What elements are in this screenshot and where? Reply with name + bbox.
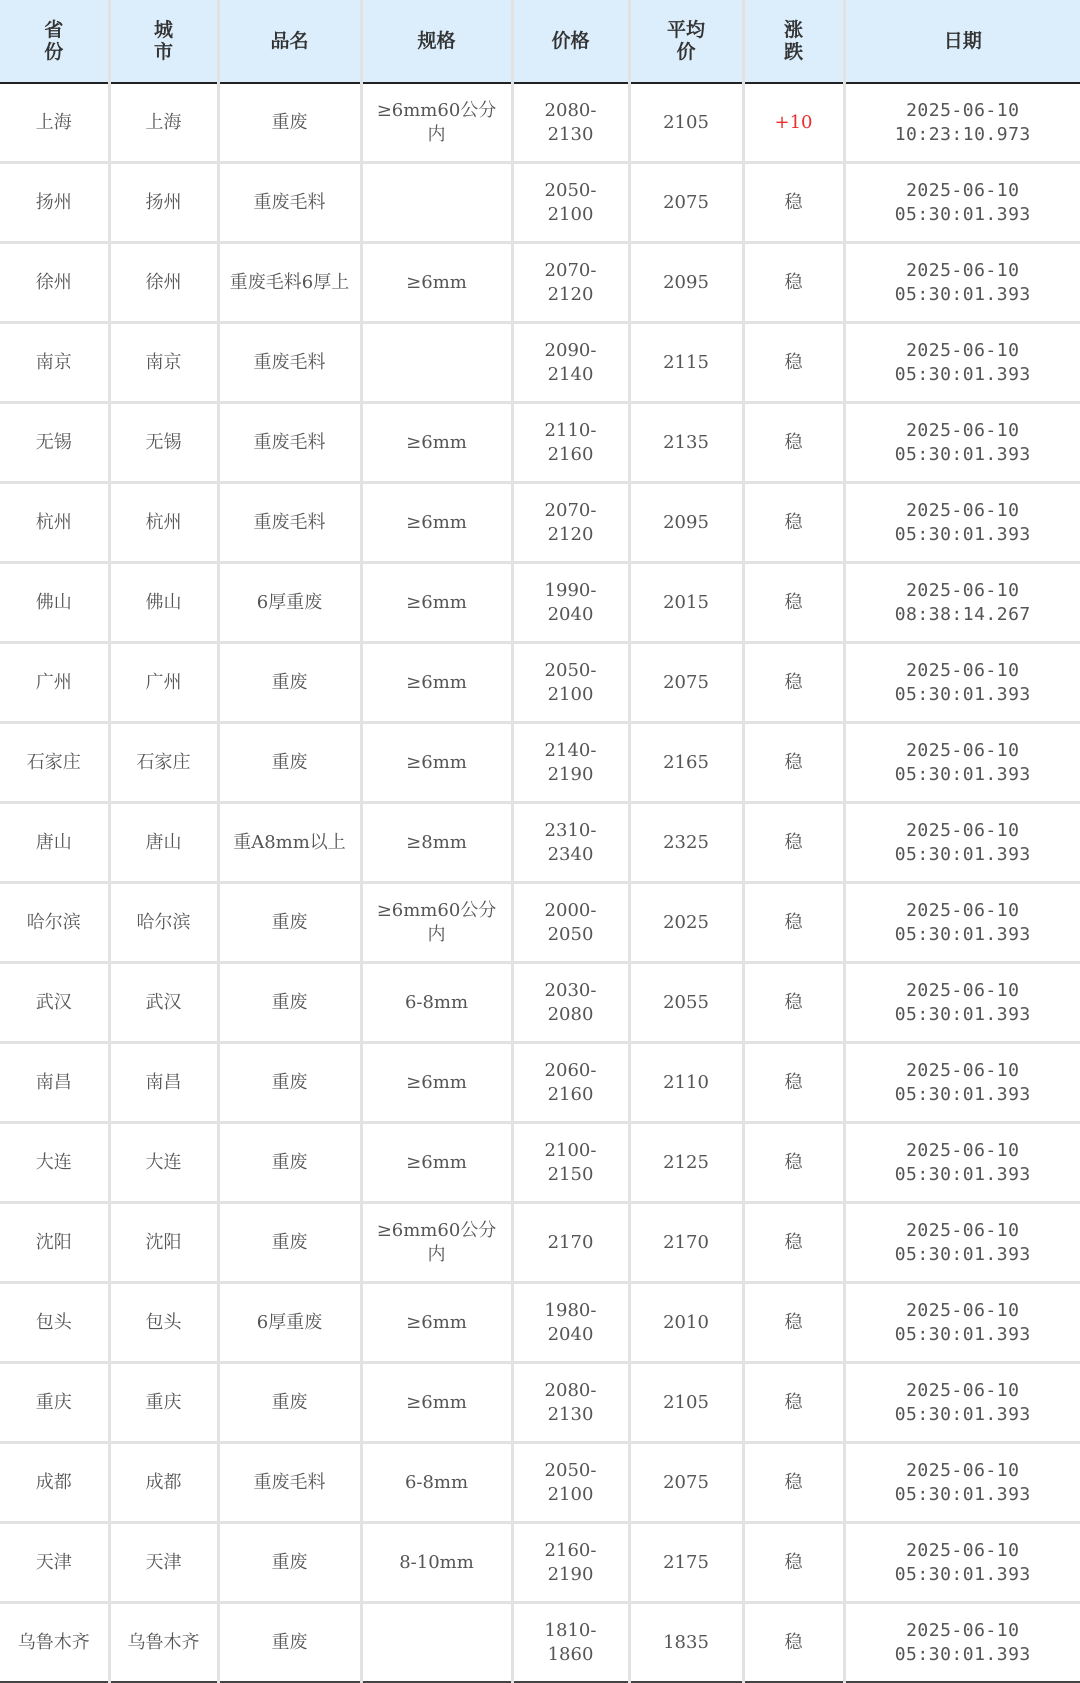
change-cell: +10	[743, 83, 844, 163]
table-row	[0, 403, 1080, 483]
province-cell: 南昌	[0, 1043, 109, 1123]
date-text: 2025-06-10	[906, 1139, 1020, 1161]
spec-cell: 8-10mm	[361, 1523, 512, 1603]
price-cell	[512, 643, 629, 723]
price-low: 2000-	[544, 899, 597, 921]
price-low: 2170	[547, 1231, 594, 1253]
province-cell: 天津	[0, 1523, 109, 1603]
avg-price-cell: 2125	[629, 1123, 743, 1203]
header-product	[218, 0, 361, 83]
price-low: 1810-	[544, 1619, 597, 1641]
product-cell: 6厚重废	[218, 1283, 361, 1363]
time-text: 05:30:01.393	[894, 443, 1031, 465]
price-low: 1990-	[544, 579, 597, 601]
province-cell: 哈尔滨	[0, 883, 109, 963]
spec-cell	[361, 1603, 512, 1683]
change-cell: 稳	[743, 1043, 844, 1123]
table-row	[0, 483, 1080, 563]
date-text: 2025-06-10	[906, 419, 1020, 441]
table-body	[0, 83, 1080, 1682]
price-high: 2160	[547, 1083, 594, 1105]
avg-price-cell: 2075	[629, 643, 743, 723]
city-cell: 哈尔滨	[109, 883, 218, 963]
date-cell	[844, 243, 1080, 323]
city-cell: 石家庄	[109, 723, 218, 803]
product-cell: 重A8mm以上	[218, 803, 361, 883]
city-cell: 上海	[109, 83, 218, 163]
change-cell: 稳	[743, 563, 844, 643]
date-cell	[844, 1283, 1080, 1363]
time-text: 05:30:01.393	[894, 363, 1031, 385]
avg-price-cell: 2135	[629, 403, 743, 483]
avg-price-cell: 2175	[629, 1523, 743, 1603]
date-text: 2025-06-10	[906, 899, 1020, 921]
table-row	[0, 83, 1080, 163]
product-cell: 重废	[218, 83, 361, 163]
date-text: 2025-06-10	[906, 1459, 1020, 1481]
date-cell	[844, 803, 1080, 883]
change-cell: 稳	[743, 1123, 844, 1203]
date-text: 2025-06-10	[906, 1379, 1020, 1401]
date-cell	[844, 643, 1080, 723]
product-cell: 重废毛料	[218, 163, 361, 243]
time-text: 05:30:01.393	[894, 1403, 1031, 1425]
product-cell: 重废	[218, 1523, 361, 1603]
product-cell: 重废毛料	[218, 323, 361, 403]
avg-price-cell: 2170	[629, 1203, 743, 1283]
price-cell	[512, 883, 629, 963]
header-date-label: 日期	[943, 30, 982, 52]
date-text: 2025-06-10	[906, 979, 1020, 1001]
city-cell: 徐州	[109, 243, 218, 323]
price-low: 2060-	[544, 1059, 597, 1081]
change-cell: 稳	[743, 723, 844, 803]
change-cell: 稳	[743, 1283, 844, 1363]
price-high: 2120	[547, 523, 594, 545]
price-low: 2050-	[544, 659, 597, 681]
table-row	[0, 1043, 1080, 1123]
product-cell: 重废	[218, 1203, 361, 1283]
spec-cell: 6-8mm	[361, 1443, 512, 1523]
product-cell: 6厚重废	[218, 563, 361, 643]
date-cell	[844, 1363, 1080, 1443]
price-low: 2080-	[544, 99, 597, 121]
price-low: 2070-	[544, 259, 597, 281]
date-text: 2025-06-10	[906, 1219, 1020, 1241]
date-text: 2025-06-10	[906, 1059, 1020, 1081]
spec-cell: 6-8mm	[361, 963, 512, 1043]
price-cell	[512, 563, 629, 643]
date-cell	[844, 723, 1080, 803]
product-cell: 重废	[218, 1123, 361, 1203]
spec-cell: ≥6mm	[361, 1123, 512, 1203]
avg-price-cell: 2075	[629, 163, 743, 243]
province-cell: 乌鲁木齐	[0, 1603, 109, 1683]
price-low: 2100-	[544, 1139, 597, 1161]
table-header	[0, 0, 1080, 83]
avg-price-cell: 2010	[629, 1283, 743, 1363]
table-row	[0, 723, 1080, 803]
header-price	[512, 0, 629, 83]
date-cell	[844, 1123, 1080, 1203]
date-text: 2025-06-10	[906, 1539, 1020, 1561]
table-row	[0, 1443, 1080, 1523]
date-cell	[844, 1203, 1080, 1283]
city-cell: 武汉	[109, 963, 218, 1043]
price-high: 2050	[547, 923, 594, 945]
spec-cell: ≥6mm60公分内	[361, 1203, 512, 1283]
product-cell: 重废	[218, 723, 361, 803]
date-text: 2025-06-10	[906, 99, 1020, 121]
price-high: 2100	[547, 683, 594, 705]
time-text: 05:30:01.393	[894, 683, 1031, 705]
change-cell: 稳	[743, 1443, 844, 1523]
header-avg	[629, 0, 743, 83]
product-cell: 重废	[218, 963, 361, 1043]
price-cell	[512, 1203, 629, 1283]
header-province-label: 省份	[44, 19, 64, 63]
price-high: 2130	[547, 123, 594, 145]
price-cell	[512, 1523, 629, 1603]
change-cell: 稳	[743, 1203, 844, 1283]
table-row	[0, 243, 1080, 323]
time-text: 05:30:01.393	[894, 843, 1031, 865]
province-cell: 上海	[0, 83, 109, 163]
price-high: 2150	[547, 1163, 594, 1185]
avg-price-cell: 2110	[629, 1043, 743, 1123]
date-text: 2025-06-10	[906, 659, 1020, 681]
city-cell: 成都	[109, 1443, 218, 1523]
avg-price-cell: 2325	[629, 803, 743, 883]
date-cell	[844, 163, 1080, 243]
date-text: 2025-06-10	[906, 339, 1020, 361]
change-cell: 稳	[743, 323, 844, 403]
price-high: 2100	[547, 1483, 594, 1505]
avg-price-cell: 2105	[629, 1363, 743, 1443]
price-cell	[512, 243, 629, 323]
change-cell: 稳	[743, 483, 844, 563]
city-cell: 重庆	[109, 1363, 218, 1443]
city-cell: 南昌	[109, 1043, 218, 1123]
spec-cell: ≥6mm	[361, 563, 512, 643]
change-cell: 稳	[743, 163, 844, 243]
price-cell	[512, 963, 629, 1043]
product-cell: 重废	[218, 883, 361, 963]
price-cell	[512, 1283, 629, 1363]
city-cell: 扬州	[109, 163, 218, 243]
price-low: 2140-	[544, 739, 597, 761]
spec-cell	[361, 163, 512, 243]
product-cell: 重废	[218, 1603, 361, 1683]
price-low: 2110-	[544, 419, 597, 441]
date-text: 2025-06-10	[906, 499, 1020, 521]
product-cell: 重废毛料6厚上	[218, 243, 361, 323]
city-cell: 佛山	[109, 563, 218, 643]
avg-price-cell: 1835	[629, 1603, 743, 1683]
time-text: 05:30:01.393	[894, 283, 1031, 305]
avg-price-cell: 2095	[629, 483, 743, 563]
city-cell: 广州	[109, 643, 218, 723]
header-spec-label: 规格	[417, 30, 456, 52]
price-low: 2050-	[544, 179, 597, 201]
avg-price-cell: 2095	[629, 243, 743, 323]
province-cell: 徐州	[0, 243, 109, 323]
avg-price-cell: 2055	[629, 963, 743, 1043]
price-high: 2100	[547, 203, 594, 225]
city-cell: 天津	[109, 1523, 218, 1603]
city-cell: 唐山	[109, 803, 218, 883]
province-cell: 沈阳	[0, 1203, 109, 1283]
province-cell: 大连	[0, 1123, 109, 1203]
spec-cell: ≥6mm	[361, 1363, 512, 1443]
date-cell	[844, 1603, 1080, 1683]
price-cell	[512, 1363, 629, 1443]
date-cell	[844, 323, 1080, 403]
province-cell: 成都	[0, 1443, 109, 1523]
date-text: 2025-06-10	[906, 739, 1020, 761]
province-cell: 佛山	[0, 563, 109, 643]
province-cell: 石家庄	[0, 723, 109, 803]
header-change	[743, 0, 844, 83]
price-high: 2080	[547, 1003, 594, 1025]
table-row	[0, 803, 1080, 883]
date-text: 2025-06-10	[906, 179, 1020, 201]
price-low: 2160-	[544, 1539, 597, 1561]
time-text: 05:30:01.393	[894, 1323, 1031, 1345]
city-cell: 包头	[109, 1283, 218, 1363]
spec-cell: ≥6mm	[361, 723, 512, 803]
table-row	[0, 323, 1080, 403]
date-text: 2025-06-10	[906, 1619, 1020, 1641]
time-text: 05:30:01.393	[894, 1083, 1031, 1105]
table-row	[0, 163, 1080, 243]
header-row	[0, 0, 1080, 83]
price-cell	[512, 1043, 629, 1123]
change-cell: 稳	[743, 243, 844, 323]
product-cell: 重废毛料	[218, 483, 361, 563]
table-row	[0, 1523, 1080, 1603]
header-spec	[361, 0, 512, 83]
spec-cell: ≥6mm60公分内	[361, 83, 512, 163]
date-text: 2025-06-10	[906, 579, 1020, 601]
price-high: 2140	[547, 363, 594, 385]
spec-cell: ≥6mm	[361, 403, 512, 483]
time-text: 05:30:01.393	[894, 1643, 1031, 1665]
price-cell	[512, 1603, 629, 1683]
province-cell: 南京	[0, 323, 109, 403]
date-cell	[844, 563, 1080, 643]
price-cell	[512, 403, 629, 483]
date-text: 2025-06-10	[906, 819, 1020, 841]
product-cell: 重废毛料	[218, 403, 361, 483]
price-cell	[512, 1123, 629, 1203]
price-high: 2190	[547, 763, 594, 785]
header-price-label: 价格	[551, 30, 590, 52]
product-cell: 重废	[218, 1043, 361, 1123]
avg-price-cell: 2025	[629, 883, 743, 963]
province-cell: 唐山	[0, 803, 109, 883]
header-date	[844, 0, 1080, 83]
avg-price-cell: 2105	[629, 83, 743, 163]
change-cell: 稳	[743, 1603, 844, 1683]
spec-cell: ≥6mm	[361, 483, 512, 563]
table-row	[0, 1283, 1080, 1363]
province-cell: 武汉	[0, 963, 109, 1043]
time-text: 05:30:01.393	[894, 203, 1031, 225]
city-cell: 南京	[109, 323, 218, 403]
province-cell: 包头	[0, 1283, 109, 1363]
province-cell: 广州	[0, 643, 109, 723]
date-text: 2025-06-10	[906, 1299, 1020, 1321]
price-cell	[512, 83, 629, 163]
price-cell	[512, 163, 629, 243]
time-text: 05:30:01.393	[894, 1163, 1031, 1185]
city-cell: 沈阳	[109, 1203, 218, 1283]
spec-cell: ≥6mm	[361, 643, 512, 723]
change-cell: 稳	[743, 963, 844, 1043]
spec-cell: ≥6mm60公分内	[361, 883, 512, 963]
change-cell: 稳	[743, 1363, 844, 1443]
spec-cell	[361, 323, 512, 403]
price-low: 2080-	[544, 1379, 597, 1401]
price-cell	[512, 1443, 629, 1523]
date-cell	[844, 883, 1080, 963]
avg-price-cell: 2015	[629, 563, 743, 643]
price-high: 2340	[547, 843, 594, 865]
product-cell: 重废毛料	[218, 1443, 361, 1523]
date-cell	[844, 403, 1080, 483]
change-cell: 稳	[743, 803, 844, 883]
city-cell: 无锡	[109, 403, 218, 483]
table-row	[0, 1203, 1080, 1283]
time-text: 05:30:01.393	[894, 523, 1031, 545]
table-row	[0, 883, 1080, 963]
price-high: 2120	[547, 283, 594, 305]
spec-cell: ≥8mm	[361, 803, 512, 883]
price-high: 1860	[547, 1643, 594, 1665]
time-text: 10:23:10.973	[894, 123, 1031, 145]
spec-cell: ≥6mm	[361, 1283, 512, 1363]
price-high: 2130	[547, 1403, 594, 1425]
date-cell	[844, 1443, 1080, 1523]
spec-cell: ≥6mm	[361, 243, 512, 323]
city-cell: 大连	[109, 1123, 218, 1203]
avg-price-cell: 2165	[629, 723, 743, 803]
price-cell	[512, 723, 629, 803]
change-cell: 稳	[743, 1523, 844, 1603]
header-city-label: 城市	[153, 19, 173, 63]
time-text: 05:30:01.393	[894, 1483, 1031, 1505]
product-cell: 重废	[218, 1363, 361, 1443]
date-cell	[844, 1523, 1080, 1603]
spec-cell: ≥6mm	[361, 1043, 512, 1123]
date-cell	[844, 963, 1080, 1043]
table-row	[0, 1603, 1080, 1683]
province-cell: 扬州	[0, 163, 109, 243]
date-text: 2025-06-10	[906, 259, 1020, 281]
avg-price-cell: 2115	[629, 323, 743, 403]
price-cell	[512, 803, 629, 883]
date-cell	[844, 83, 1080, 163]
province-cell: 杭州	[0, 483, 109, 563]
table-row	[0, 1123, 1080, 1203]
price-cell	[512, 323, 629, 403]
price-low: 2090-	[544, 339, 597, 361]
header-avg-label: 平均价	[666, 19, 705, 63]
change-cell: 稳	[743, 403, 844, 483]
price-high: 2160	[547, 443, 594, 465]
time-text: 05:30:01.393	[894, 1003, 1031, 1025]
header-product-label: 品名	[270, 30, 309, 52]
date-cell	[844, 483, 1080, 563]
price-low: 2050-	[544, 1459, 597, 1481]
table-row	[0, 563, 1080, 643]
price-low: 1980-	[544, 1299, 597, 1321]
price-high: 2040	[547, 1323, 594, 1345]
price-high: 2040	[547, 603, 594, 625]
table-row	[0, 643, 1080, 723]
change-cell: 稳	[743, 643, 844, 723]
product-cell: 重废	[218, 643, 361, 723]
change-cell: 稳	[743, 883, 844, 963]
time-text: 05:30:01.393	[894, 763, 1031, 785]
province-cell: 重庆	[0, 1363, 109, 1443]
city-cell: 杭州	[109, 483, 218, 563]
price-cell	[512, 483, 629, 563]
header-city	[109, 0, 218, 83]
price-low: 2070-	[544, 499, 597, 521]
city-cell: 乌鲁木齐	[109, 1603, 218, 1683]
avg-price-cell: 2075	[629, 1443, 743, 1523]
price-low: 2030-	[544, 979, 597, 1001]
price-high: 2190	[547, 1563, 594, 1585]
header-province	[0, 0, 109, 83]
table-row	[0, 963, 1080, 1043]
price-low: 2310-	[544, 819, 597, 841]
time-text: 05:30:01.393	[894, 1563, 1031, 1585]
date-cell	[844, 1043, 1080, 1123]
time-text: 08:38:14.267	[894, 603, 1031, 625]
province-cell: 无锡	[0, 403, 109, 483]
header-change-label: 涨跌	[783, 19, 803, 63]
time-text: 05:30:01.393	[894, 923, 1031, 945]
time-text: 05:30:01.393	[894, 1243, 1031, 1265]
table-row	[0, 1363, 1080, 1443]
